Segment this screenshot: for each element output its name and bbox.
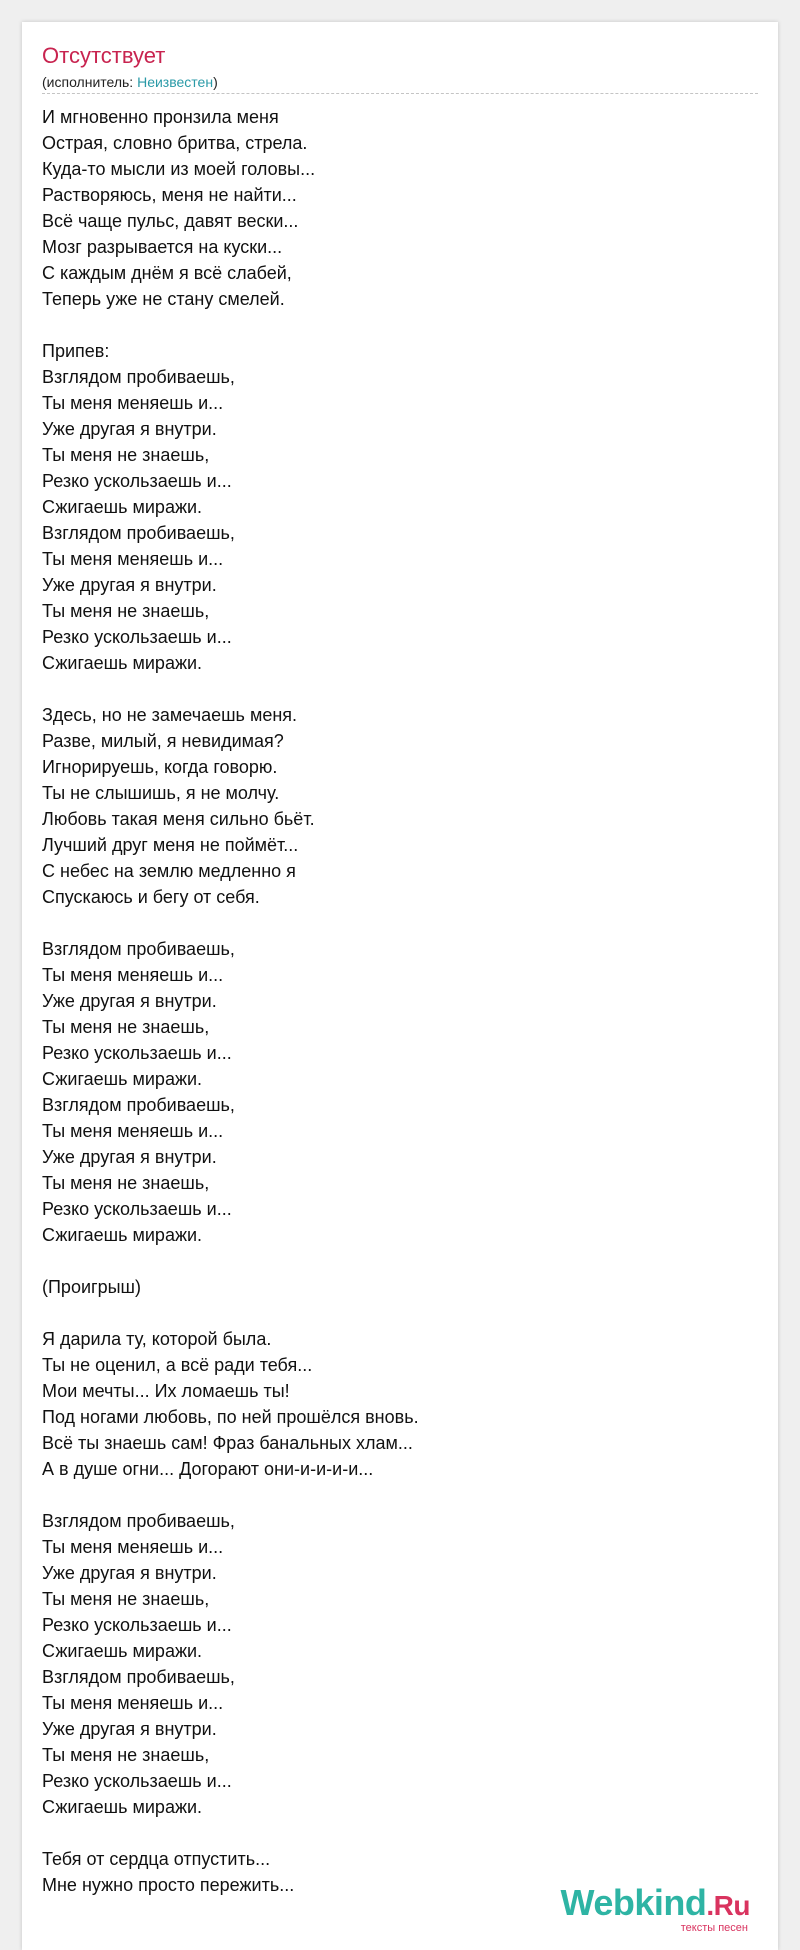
stanza-break <box>42 1300 742 1326</box>
lyric-line: Мозг разрывается на куски... <box>42 237 283 257</box>
stanza-break <box>42 1248 742 1274</box>
lyric-line: Сжигаешь миражи. <box>42 1069 203 1089</box>
lyric-line: Мне нужно просто пережить... <box>42 1875 295 1895</box>
lyrics-card <box>22 22 778 1950</box>
lyric-line: Любовь такая меня сильно бьёт. <box>42 809 315 829</box>
lyric-line: Взглядом пробиваешь, <box>42 367 235 387</box>
lyric-line: Резко ускользаешь и... <box>42 1771 232 1791</box>
lyric-line: Резко ускользаешь и... <box>42 1615 232 1635</box>
lyric-line: Ты меня меняешь и... <box>42 965 224 985</box>
lyric-line: Ты меня меняешь и... <box>42 1121 224 1141</box>
lyric-line: Резко ускользаешь и... <box>42 471 232 491</box>
lyric-line: Лучший друг меня не поймёт... <box>42 835 299 855</box>
lyric-line: Взглядом пробиваешь, <box>42 523 235 543</box>
lyric-line: С каждым днём я всё слабей, <box>42 263 292 283</box>
lyric-line: А в душе огни... Догорают они-и-и-и-и... <box>42 1459 374 1479</box>
lyric-line: Разве, милый, я невидимая? <box>42 731 284 751</box>
artist-line <box>42 73 218 91</box>
stanza-break <box>42 1482 742 1508</box>
stanza-break <box>42 676 742 702</box>
lyric-line: Ты меня меняешь и... <box>42 1537 224 1557</box>
lyric-line: Теперь уже не стану смелей. <box>42 289 285 309</box>
lyric-line: Растворяюсь, меня не найти... <box>42 185 297 205</box>
lyric-line: Тебя от сердца отпустить... <box>42 1849 271 1869</box>
lyric-line: Ты меня меняешь и... <box>42 1693 224 1713</box>
stanza-break <box>42 312 742 338</box>
song-title: Отсутствует <box>42 43 166 68</box>
lyric-line: Взглядом пробиваешь, <box>42 1511 235 1531</box>
lyric-line: Припев: <box>42 341 110 361</box>
lyric-line: Куда-то мысли из моей головы... <box>42 159 316 179</box>
lyric-line: Сжигаешь миражи. <box>42 1641 203 1661</box>
lyric-line: Ты меня не знаешь, <box>42 601 210 621</box>
lyric-line: Резко ускользаешь и... <box>42 627 232 647</box>
lyric-line: Взглядом пробиваешь, <box>42 939 235 959</box>
lyric-line: Ты меня не знаешь, <box>42 1017 210 1037</box>
lyric-line: (Проигрыш) <box>42 1277 141 1297</box>
lyric-line: Уже другая я внутри. <box>42 1719 217 1739</box>
lyric-line: Игнорируешь, когда говорю. <box>42 757 278 777</box>
site-logo[interactable] <box>561 1883 750 1934</box>
lyric-line: Взглядом пробиваешь, <box>42 1667 235 1687</box>
header-divider <box>42 93 758 94</box>
lyric-line: Под ногами любовь, по ней прошёлся вновь. <box>42 1407 419 1427</box>
lyric-line: Уже другая я внутри. <box>42 1563 217 1583</box>
lyric-line: Ты меня меняешь и... <box>42 393 224 413</box>
logo-brand: Webkind <box>560 1882 707 1923</box>
lyric-line: Сжигаешь миражи. <box>42 497 203 517</box>
lyric-line: Мои мечты... Их ломаешь ты! <box>42 1381 290 1401</box>
logo-tagline: тексты песен <box>680 1922 748 1934</box>
lyric-line: Сжигаешь миражи. <box>42 653 203 673</box>
lyric-line: Ты меня не знаешь, <box>42 1173 210 1193</box>
lyric-line: И мгновенно пронзила меня <box>42 107 279 127</box>
lyric-line: Здесь, но не замечаешь меня. <box>42 705 298 725</box>
logo-tld: .Ru <box>706 1890 750 1921</box>
lyric-line: Ты меня не знаешь, <box>42 445 210 465</box>
lyric-line: Резко ускользаешь и... <box>42 1043 232 1063</box>
lyric-line: С небес на землю медленно я <box>42 861 296 881</box>
lyric-line: Ты меня не знаешь, <box>42 1589 210 1609</box>
artist-prefix: (исполнитель: <box>42 74 138 90</box>
artist-link[interactable]: Неизвестен <box>137 74 214 90</box>
stanza-break <box>42 1820 742 1846</box>
lyric-line: Сжигаешь миражи. <box>42 1797 203 1817</box>
artist-suffix: ) <box>213 74 218 90</box>
lyric-line: Сжигаешь миражи. <box>42 1225 203 1245</box>
stanza-break <box>42 910 742 936</box>
lyric-line: Ты не слышишь, я не молчу. <box>42 783 280 803</box>
logo-wordmark <box>561 1883 750 1926</box>
lyric-line: Всё чаще пульс, давят вески... <box>42 211 299 231</box>
lyric-line: Взглядом пробиваешь, <box>42 1095 235 1115</box>
lyric-line: Всё ты знаешь сам! Фраз банальных хлам... <box>42 1433 413 1453</box>
lyric-line: Острая, словно бритва, стрела. <box>42 133 308 153</box>
lyric-line: Спускаюсь и бегу от себя. <box>42 887 260 907</box>
lyric-line: Уже другая я внутри. <box>42 1147 217 1167</box>
lyric-line: Уже другая я внутри. <box>42 575 217 595</box>
lyrics-text <box>42 104 742 1898</box>
lyric-line: Ты меня меняешь и... <box>42 549 224 569</box>
lyric-line: Я дарила ту, которой была. <box>42 1329 272 1349</box>
lyric-line: Резко ускользаешь и... <box>42 1199 232 1219</box>
lyric-line: Уже другая я внутри. <box>42 991 217 1011</box>
lyric-line: Ты не оценил, а всё ради тебя... <box>42 1355 313 1375</box>
lyric-line: Ты меня не знаешь, <box>42 1745 210 1765</box>
lyric-line: Уже другая я внутри. <box>42 419 217 439</box>
